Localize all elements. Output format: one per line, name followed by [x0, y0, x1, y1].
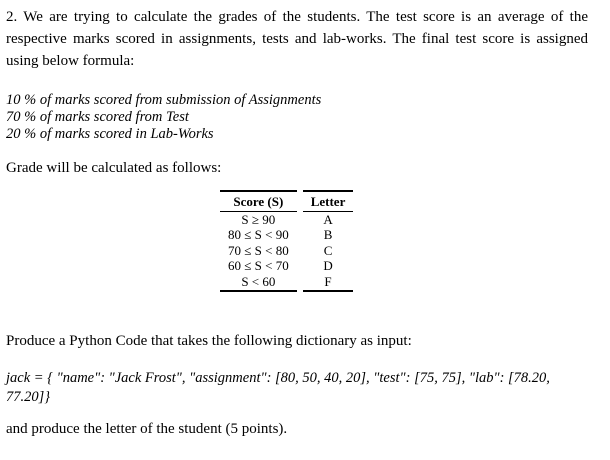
score-range: S ≥ 90 [241, 211, 276, 227]
formula-list [6, 92, 321, 143]
input-dictionary-code: jack = { "name": "Jack Frost", "assignment": [80, 50, 40, 20], "test": [75, 75], "lab": [78.20, 77.20]} [6, 370, 550, 405]
question-intro: 2. We are trying to calculate the grades of the students. The test score is an average of the respective marks scored in assignments, tests and lab-works. The final test score is assigned using below formula: [6, 9, 588, 69]
letter-grade: A [323, 211, 333, 227]
letter-grade: B [323, 227, 333, 242]
table-row [220, 274, 353, 292]
formula-assignments: 10 % of marks scored from submission of Assignments [6, 92, 322, 108]
score-header: Score (S) [220, 191, 297, 211]
score-range: 60 ≤ S < 70 [228, 258, 289, 273]
letter-grade: C [323, 242, 333, 258]
formula-lab: 20 % of marks scored in Lab-Works [6, 126, 214, 142]
score-range: 70 ≤ S < 80 [228, 242, 289, 258]
table-row [220, 227, 353, 243]
grade-table [220, 190, 353, 292]
formula-test: 70 % of marks scored from Test [6, 109, 189, 125]
letter-header: Letter [303, 191, 354, 211]
score-range: 80 ≤ S < 90 [228, 227, 289, 242]
score-range: S < 60 [220, 274, 297, 292]
grade-intro: Grade will be calculated as follows: [6, 160, 222, 176]
table-row [220, 243, 353, 259]
table-row [220, 211, 353, 227]
task-prompt: Produce a Python Code that takes the following dictionary as input: [6, 333, 412, 349]
task-closing: and produce the letter of the student (5 points). [6, 421, 288, 437]
table-row [220, 258, 353, 274]
letter-grade: D [323, 258, 333, 273]
grade-table-header [220, 191, 353, 211]
letter-grade: F [303, 274, 354, 292]
